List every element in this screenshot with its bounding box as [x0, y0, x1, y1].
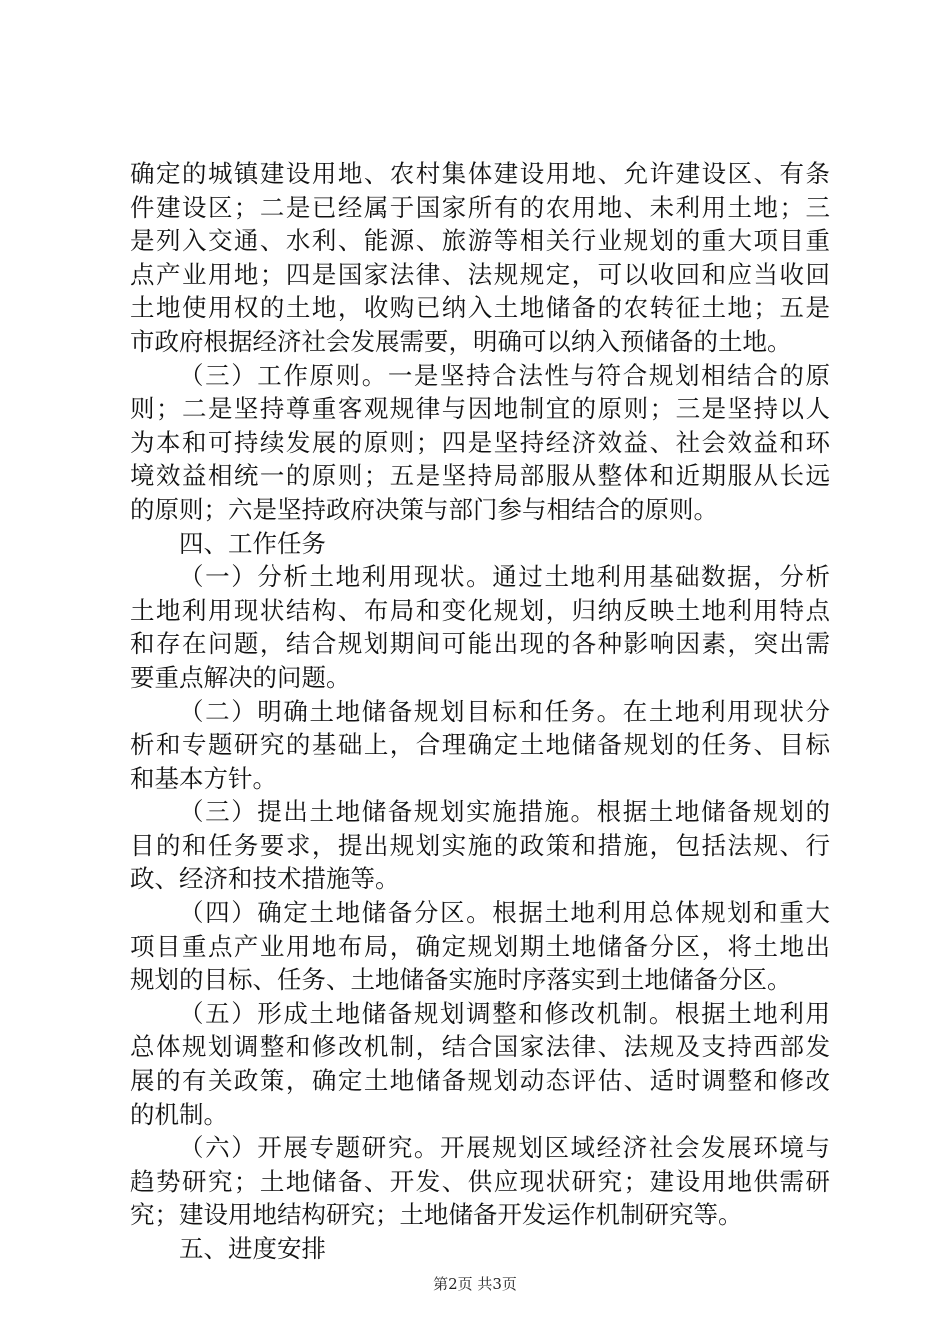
text-line: 是列入交通、水利、能源、旅游等相关行业规划的重大项目重 [130, 226, 830, 256]
document-body [130, 157, 830, 1266]
paragraph-start-line: （三）工作原则。一是坚持合法性与符合规划相结合的原 [179, 360, 830, 390]
text-line: 的原则；六是坚持政府决策与部门参与相结合的原则。 [130, 494, 718, 524]
paragraph-start-line: （四）确定土地储备分区。根据土地利用总体规划和重大 [179, 898, 830, 928]
text-line: 土地使用权的土地，收购已纳入土地储备的农转征土地；五是 [130, 293, 830, 323]
text-line: 趋势研究；土地储备、开发、供应现状研究；建设用地供需研 [130, 1166, 830, 1196]
text-line: 件建设区；二是已经属于国家所有的农用地、未利用土地；三 [130, 192, 830, 222]
text-line: 土地利用现状结构、布局和变化规划，归纳反映土地利用特点 [130, 595, 830, 625]
text-line: 究；建设用地结构研究；土地储备开发运作机制研究等。 [130, 1200, 743, 1230]
text-line: 境效益相统一的原则；五是坚持局部服从整体和近期服从长远 [130, 461, 830, 491]
paragraph-start-line: （一）分析土地利用现状。通过土地利用基础数据，分析 [179, 562, 830, 592]
text-line: 目的和任务要求，提出规划实施的政策和措施，包括法规、行 [130, 830, 830, 860]
text-line: 政、经济和技术措施等。 [130, 864, 400, 894]
text-line: 的机制。 [130, 1099, 228, 1129]
text-line: 析和专题研究的基础上，合理确定土地储备规划的任务、目标 [130, 730, 830, 760]
page-footer [0, 1274, 950, 1294]
text-line: 总体规划调整和修改机制，结合国家法律、法规及支持西部发 [130, 1032, 830, 1062]
paragraph-start-line: （五）形成土地储备规划调整和修改机制。根据土地利用 [179, 998, 830, 1028]
paragraph-start-line: （二）明确土地储备规划目标和任务。在土地利用现状分 [179, 696, 830, 726]
text-line: 要重点解决的问题。 [130, 662, 351, 692]
page-number-label: 第2页 共3页 [433, 1275, 517, 1293]
text-line: 则；二是坚持尊重客观规律与因地制宜的原则；三是坚持以人 [130, 394, 830, 424]
text-line: 点产业用地；四是国家法律、法规规定，可以收回和应当收回 [130, 259, 830, 289]
text-line: 规划的目标、任务、土地储备实施时序落实到土地储备分区。 [130, 965, 792, 995]
text-line: 确定的城镇建设用地、农村集体建设用地、允许建设区、有条 [130, 159, 830, 188]
paragraph-start-line: （三）提出土地储备规划实施措施。根据土地储备规划的 [179, 797, 830, 827]
text-line: 展的有关政策，确定土地储备规划动态评估、适时调整和修改 [130, 1066, 830, 1096]
text-line: 和基本方针。 [130, 763, 277, 793]
section-heading: 五、进度安排 [179, 1234, 326, 1263]
text-line: 市政府根据经济社会发展需要，明确可以纳入预储备的土地。 [130, 326, 792, 356]
text-line: 和存在问题，结合规划期间可能出现的各种影响因素，突出需 [130, 629, 830, 659]
text-line: 项目重点产业用地布局，确定规划期土地储备分区，将土地出 [130, 931, 830, 961]
text-line: 为本和可持续发展的原则；四是坚持经济效益、社会效益和环 [130, 427, 830, 457]
section-heading: 四、工作任务 [179, 528, 326, 558]
paragraph-start-line: （六）开展专题研究。开展规划区域经济社会发展环境与 [179, 1133, 830, 1163]
